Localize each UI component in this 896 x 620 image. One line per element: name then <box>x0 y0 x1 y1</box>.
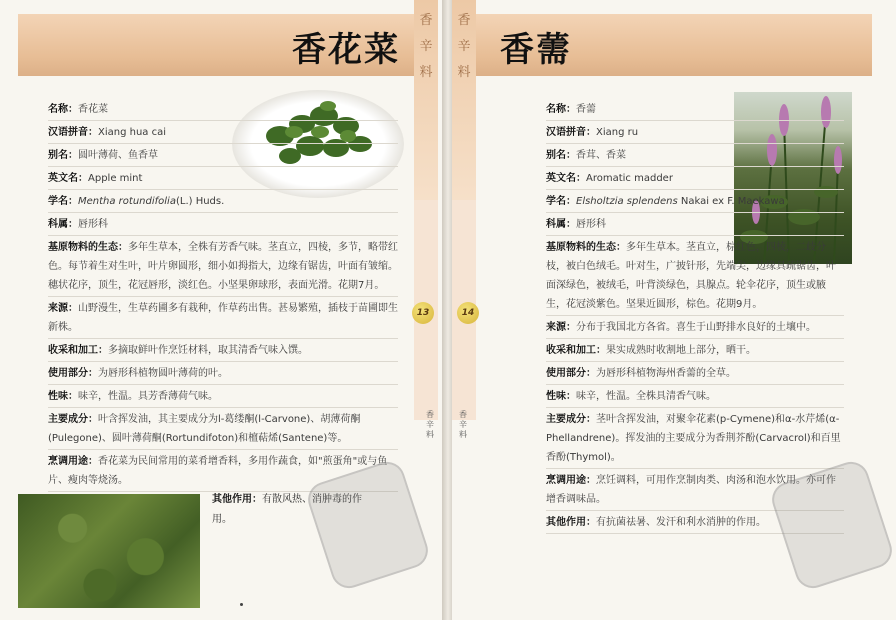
field-taste: 性味：味辛，性温。具芳香薄荷气味。 <box>48 387 398 408</box>
field-culinary-use: 烹调用途：香花菜为民间常用的菜肴增香料，多用作蔬食，如"煎蛋角"或与鱼片、瘦肉等烧汤。 <box>48 452 398 492</box>
field-scientific-name: 学名：Elsholtzia splendens Nakai ex F. Maekawa <box>546 192 844 213</box>
field-ecology: 基原物料的生态：多年生草本，全株有芳香气味。茎直立，四棱，多节，略带红色。每节着生对生叶，叶片卵圆形，细小如拇指大，边缘有锯齿，叶面有皱缩。穗状花序，顶生，花冠唇形，淡红色。小坚果卵球形，表面光滑。花期7月。 <box>48 238 398 297</box>
right-page-title: 香薷 <box>500 30 572 70</box>
field-source: 来源：分布于我国北方各省。喜生于山野排水良好的土壤中。 <box>546 318 844 339</box>
left-page <box>0 0 446 620</box>
field-source: 来源：山野漫生，生草药圃多有栽种，作草药出售。甚易繁殖，插枝于苗圃即生新株。 <box>48 299 398 339</box>
right-page-number: 14 <box>457 302 479 324</box>
field-alias: 别名：香茸、香菜 <box>546 146 844 167</box>
field-taste: 性味：味辛，性温。全株具清香气味。 <box>546 387 844 408</box>
field-part-used: 使用部分：为唇形科植物圆叶薄荷的叶。 <box>48 364 398 385</box>
field-english-name: 英文名：Apple mint <box>48 169 398 190</box>
field-family: 科属：唇形科 <box>48 215 398 236</box>
field-components: 主要成分：茎叶含挥发油，对聚伞花素(p-Cymene)和α-水芹烯(α-Phellandrene)。挥发油的主要成分为香荆芥酚(Carvacrol)和百里香酚(Thymol)。 <box>546 410 844 469</box>
field-components: 主要成分：叶含挥发油，其主要成分为l-葛缕酮(l-Carvone)、胡薄荷酮(Pulegone)、圆叶薄荷酮(Rortundifoton)和檀萜烯(Santene)等。 <box>48 410 398 450</box>
mint-field-photo <box>18 494 200 608</box>
field-ecology: 基原物料的生态：多年生草本。茎直立，棕红色，四棱，二歧分枝，被白色绒毛。叶对生，广披针形，先端尖，边缘具疏锯齿，叶面深绿色，被绒毛，叶背淡绿色，具腺点。轮伞花序，顶生或腋生，花冠淡紫色。坚果近圆形，棕色。花期9月。 <box>546 238 844 316</box>
field-other-use: 其他作用：有抗菌祛暑、发汗和利水消肿的作用。 <box>546 513 844 534</box>
left-field-list <box>48 100 398 494</box>
right-bottom-side-label: 香 辛 料 <box>459 410 467 439</box>
field-scientific-name: 学名：Mentha rotundifolia(L.) Huds. <box>48 192 398 213</box>
left-other-use: 其他作用：有散风热、消肿毒的作用。 <box>212 494 362 525</box>
left-side-label: 香 辛 料 <box>419 13 433 80</box>
field-name: 名称：香花菜 <box>48 100 398 121</box>
field-part-used: 使用部分：为唇形科植物海州香薷的全草。 <box>546 364 844 385</box>
left-page-title: 香花菜 <box>292 30 400 70</box>
field-culinary-use: 烹调用途：烹饪调料，可用作烹制肉类、肉汤和泡水饮用。亦可作增香调味品。 <box>546 471 844 511</box>
field-pinyin: 汉语拼音：Xiang hua cai <box>48 123 398 144</box>
field-harvest: 收采和加工：多摘取鲜叶作烹饪材料，取其清香气味入馔。 <box>48 341 398 362</box>
field-english-name: 英文名：Aromatic madder <box>546 169 844 190</box>
right-field-list <box>546 100 844 536</box>
field-family: 科属：唇形科 <box>546 215 844 236</box>
field-alias: 别名：圆叶薄荷、鱼香草 <box>48 146 398 167</box>
right-side-label: 香 辛 料 <box>457 13 471 80</box>
left-bottom-side-label: 香 辛 料 <box>426 410 434 439</box>
field-pinyin: 汉语拼音：Xiang ru <box>546 123 844 144</box>
left-page-number: 13 <box>412 302 434 324</box>
speck <box>240 603 243 606</box>
field-harvest: 收采和加工：果实成熟时收割地上部分，晒干。 <box>546 341 844 362</box>
right-page <box>452 0 896 620</box>
field-name: 名称：香薷 <box>546 100 844 121</box>
